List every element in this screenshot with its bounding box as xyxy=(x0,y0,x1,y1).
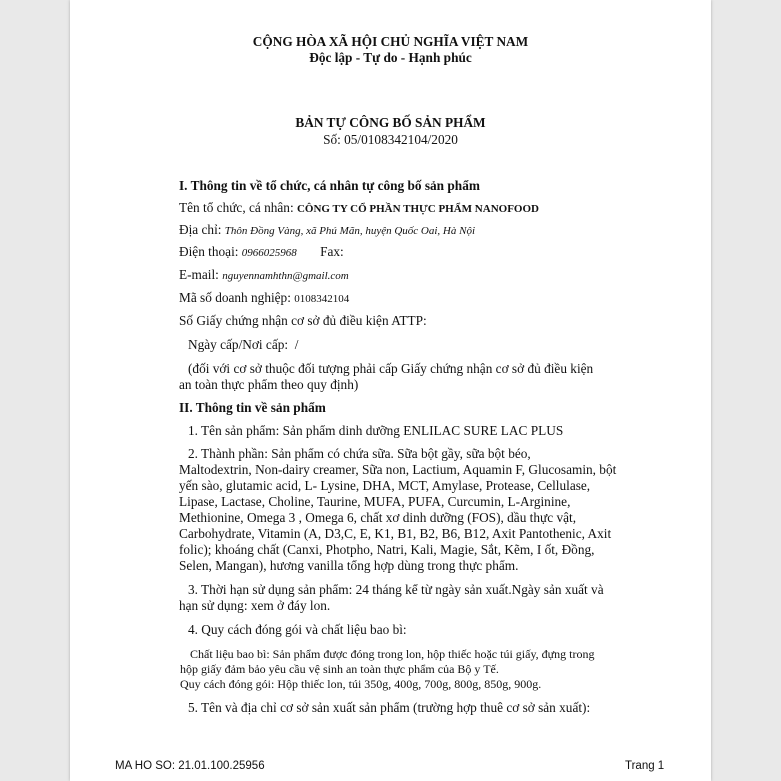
page-number: Trang 1 xyxy=(625,760,665,772)
cert-label: Số Giấy chứng nhận cơ sở đủ điều kiện ATTP: xyxy=(179,313,427,328)
packaging-heading: 4. Quy cách đóng gói và chất liệu bao bì: xyxy=(188,622,407,637)
ingredients-line: yến sào, glutamic acid, L- Lysine, DHA, MCT, Amylase, Protease, Cellulase, xyxy=(179,478,591,493)
shelf-life-line: 3. Thời hạn sử dụng sản phẩm: 24 tháng kể từ ngày sản xuất.Ngày sản xuất và xyxy=(188,582,604,597)
tax-row xyxy=(179,290,349,307)
ingredients-line: Methionine, Omega 3 , Omega 6, chất xơ dinh dưỡng (FOS), dầu thực vật, xyxy=(179,510,577,525)
manufacturer-heading: 5. Tên và địa chỉ cơ sở sản xuất sản phẩm (trường hợp thuê cơ sở sản xuất): xyxy=(188,700,591,715)
product-name: 1. Tên sản phẩm: Sản phẩm dinh dưỡng ENLILAC SURE LAC PLUS xyxy=(188,423,564,438)
phone-value: 0966025968 xyxy=(241,247,297,259)
shelf-life-line: hạn sử dụng: xem ở đáy lon. xyxy=(179,598,331,613)
fax-label: Fax: xyxy=(320,244,344,259)
tax-label: Mã số doanh nghiệp: xyxy=(179,290,295,305)
packaging-material-line: Chất liệu bao bì: Sản phẩm được đóng trong lon, hộp thiếc hoặc túi giấy, đựng trong xyxy=(190,647,595,661)
ingredients-line: Carbohydrate, Vitamin (A, D3,C, E, K1, B1, B2, B6, B12, Axit Pantothenic, Axit xyxy=(179,526,612,541)
note-line-1: (đối với cơ sở thuộc đối tượng phải cấp Giấy chứng nhận cơ sở đủ điều kiện xyxy=(188,361,594,376)
phone-row xyxy=(179,244,344,261)
org-row xyxy=(179,200,539,217)
section2-heading: II. Thông tin về sản phẩm xyxy=(179,400,326,415)
issue-label: Ngày cấp/Nơi cấp: xyxy=(188,337,289,352)
document-number: Số: 05/0108342104/2020 xyxy=(323,132,458,147)
file-code: MA HO SO: 21.01.100.25956 xyxy=(115,760,265,772)
address-label: Địa chỉ: xyxy=(179,222,225,237)
motto: Độc lập - Tự do - Hạnh phúc xyxy=(309,50,472,65)
ingredients-line: 2. Thành phần: Sản phẩm có chứa sữa. Sữa bột gầy, sữa bột béo, xyxy=(188,446,531,461)
email-row xyxy=(179,267,349,284)
address-value: Thôn Đồng Vàng, xã Phú Mãn, huyện Quốc Oai, Hà Nội xyxy=(224,225,476,237)
phone-label: Điện thoại: xyxy=(179,244,242,259)
document-title: BẢN TỰ CÔNG BỐ SẢN PHẨM xyxy=(295,115,486,130)
ingredients-line: Maltodextrin, Non-dairy creamer, Sữa non, Lactium, Aquamin F, Glucosamin, bột xyxy=(179,462,617,477)
ingredients-line: Selen, Mangan), hương vanilla tổng hợp dùng trong thực phẩm. xyxy=(179,558,519,573)
email-label: E-mail: xyxy=(179,267,223,282)
org-label: Tên tổ chức, cá nhân: xyxy=(179,200,297,215)
tax-value: 0108342104 xyxy=(294,293,350,305)
issue-row xyxy=(188,337,298,353)
org-value: CÔNG TY CỔ PHẦN THỰC PHẨM NANOFOOD xyxy=(296,203,539,215)
packaging-material-line: hộp giấy đảm bảo yêu cầu vệ sinh an toàn thực phẩm của Bộ y Tế. xyxy=(180,662,499,676)
ingredients-line: Lipase, Lactase, Choline, Taurine, MUFA, PUFA, Curcumin, L-Arginine, xyxy=(179,494,571,509)
note-line-2: an toàn thực phẩm theo quy định) xyxy=(179,377,359,392)
address-row xyxy=(179,222,475,239)
nation-header: CỘNG HÒA XÃ HỘI CHỦ NGHĨA VIỆT NAM xyxy=(252,34,529,49)
issue-value: / xyxy=(294,337,299,352)
email-value: nguyennamhthn@gmail.com xyxy=(222,270,349,282)
document-page xyxy=(70,0,711,781)
ingredients-line: folic); khoáng chất (Canxi, Photpho, Natri, Kali, Magie, Sắt, Kẽm, I ốt, Đồng, xyxy=(179,542,595,557)
packaging-spec: Quy cách đóng gói: Hộp thiếc lon, túi 350g, 400g, 700g, 800g, 850g, 900g. xyxy=(180,677,542,691)
section1-heading: I. Thông tin về tổ chức, cá nhân tự công bố sản phẩm xyxy=(179,178,480,193)
